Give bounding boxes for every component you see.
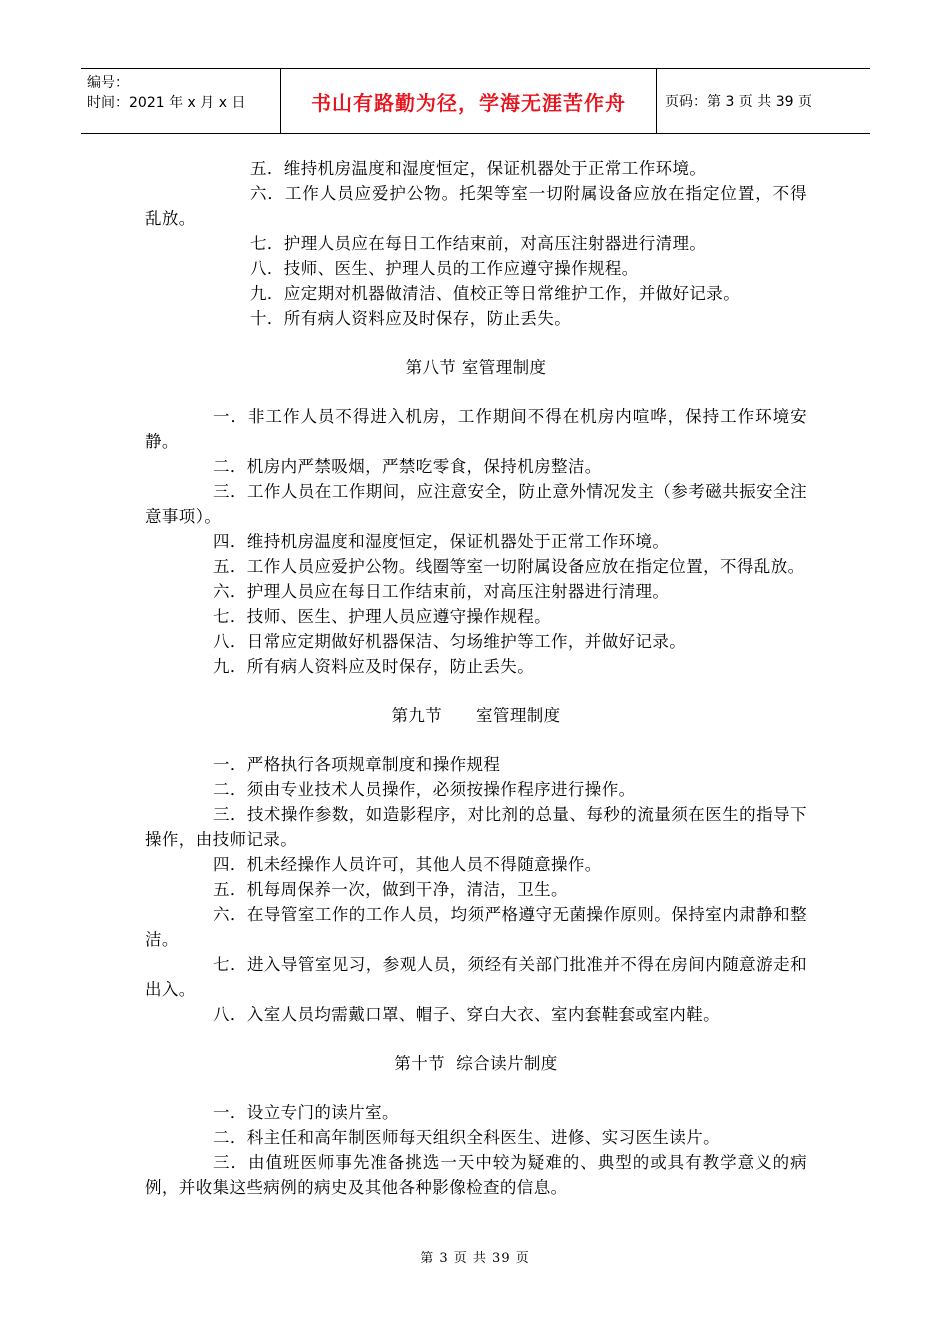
paragraph: 六．在导管室工作的工作人员，均须严格遵守无菌操作原则。保持室内肃静和整洁。 xyxy=(145,905,807,949)
paragraph: 二．科主任和高年制医师每天组织全科医生、进修、实习医生读片。 xyxy=(213,1128,720,1147)
paragraph: 八．技师、医生、护理人员的工作应遵守操作规程。 xyxy=(250,259,639,278)
footer-page-number: 第 3 页 共 39 页 xyxy=(420,1251,530,1266)
page-footer xyxy=(0,1247,950,1266)
paragraph: 五．工作人员应爱护公物。线圈等室一切附属设备应放在指定位置，不得乱放。 xyxy=(213,557,805,576)
paragraph: 一．非工作人员不得进入机房，工作期间不得在机房内喧哗，保持工作环境安静。 xyxy=(145,407,807,451)
paragraph: 六．护理人员应在每日工作结束前，对高压注射器进行清理。 xyxy=(213,582,670,601)
paragraph: 五．机每周保养一次，做到干净，清洁，卫生。 xyxy=(213,880,568,899)
paragraph: 十．所有病人资料应及时保存，防止丢失。 xyxy=(250,309,572,328)
paragraph: 三．技术操作参数，如造影程序，对比剂的总量、每秒的流量须在医生的指导下操作，由技师记录。 xyxy=(145,805,807,849)
paragraph: 三．由值班医师事先准备挑选一天中较为疑难的、典型的或具有教学意义的病例，并收集这些病例的病史及其他各种影像检查的信息。 xyxy=(145,1153,807,1197)
paragraph: 八．日常应定期做好机器保洁、匀场维护等工作，并做好记录。 xyxy=(213,632,687,651)
header-page-number: 页码：第 3 页 共 39 页 xyxy=(665,94,812,110)
paragraph: 八．入室人员均需戴口罩、帽子、穿白大衣、室内套鞋套或室内鞋。 xyxy=(213,1005,720,1024)
paragraph: 六．工作人员应爱护公物。托架等室一切附属设备应放在指定位置，不得乱放。 xyxy=(145,184,807,228)
paragraph: 七．进入导管室见习，参观人员，须经有关部门批准并不得在房间内随意游走和出入。 xyxy=(145,955,807,999)
section-8-heading: 第八节 室管理制度 xyxy=(405,358,547,377)
page-header xyxy=(81,68,870,134)
section-10-body xyxy=(145,1100,807,1200)
section-7-tail xyxy=(145,156,807,331)
paragraph: 二．须由专业技术人员操作，必须按操作程序进行操作。 xyxy=(213,780,636,799)
section-9-heading: 第九节 室管理制度 xyxy=(391,706,561,725)
paragraph: 七．技师、医生、护理人员应遵守操作规程。 xyxy=(213,607,551,626)
paragraph: 五．维持机房温度和湿度恒定，保证机器处于正常工作环境。 xyxy=(250,159,707,178)
paragraph: 二．机房内严禁吸烟，严禁吃零食，保持机房整洁。 xyxy=(213,457,602,476)
paragraph: 七．护理人员应在每日工作结束前，对高压注射器进行清理。 xyxy=(250,234,707,253)
header-motto-cell xyxy=(281,69,657,133)
paragraph: 三．工作人员在工作期间，应注意安全，防止意外情况发主（参考磁共振安全注意事项）。 xyxy=(145,482,807,526)
paragraph: 四．维持机房温度和湿度恒定，保证机器处于正常工作环境。 xyxy=(213,532,670,551)
header-page-cell xyxy=(657,69,870,133)
section-10-heading: 第十节 综合读片制度 xyxy=(394,1054,558,1073)
paragraph: 四．机未经操作人员许可，其他人员不得随意操作。 xyxy=(213,855,602,874)
section-9-body xyxy=(145,752,807,1027)
header-meta xyxy=(81,69,281,133)
header-motto: 书山有路勤为径，学海无涯苦作舟 xyxy=(311,90,626,115)
paragraph: 一．严格执行各项规章制度和操作规程 xyxy=(213,755,501,774)
paragraph: 一．设立专门的读片室。 xyxy=(213,1103,399,1122)
section-8-body xyxy=(145,404,807,679)
document-date-label: 时间：2021 年 x 月 x 日 xyxy=(87,95,246,111)
document-body xyxy=(145,156,807,1200)
document-number-label: 编号： xyxy=(87,75,129,91)
paragraph: 九．应定期对机器做清洁、值校正等日常维护工作，并做好记录。 xyxy=(250,284,741,303)
paragraph: 九．所有病人资料应及时保存，防止丢失。 xyxy=(213,657,535,676)
